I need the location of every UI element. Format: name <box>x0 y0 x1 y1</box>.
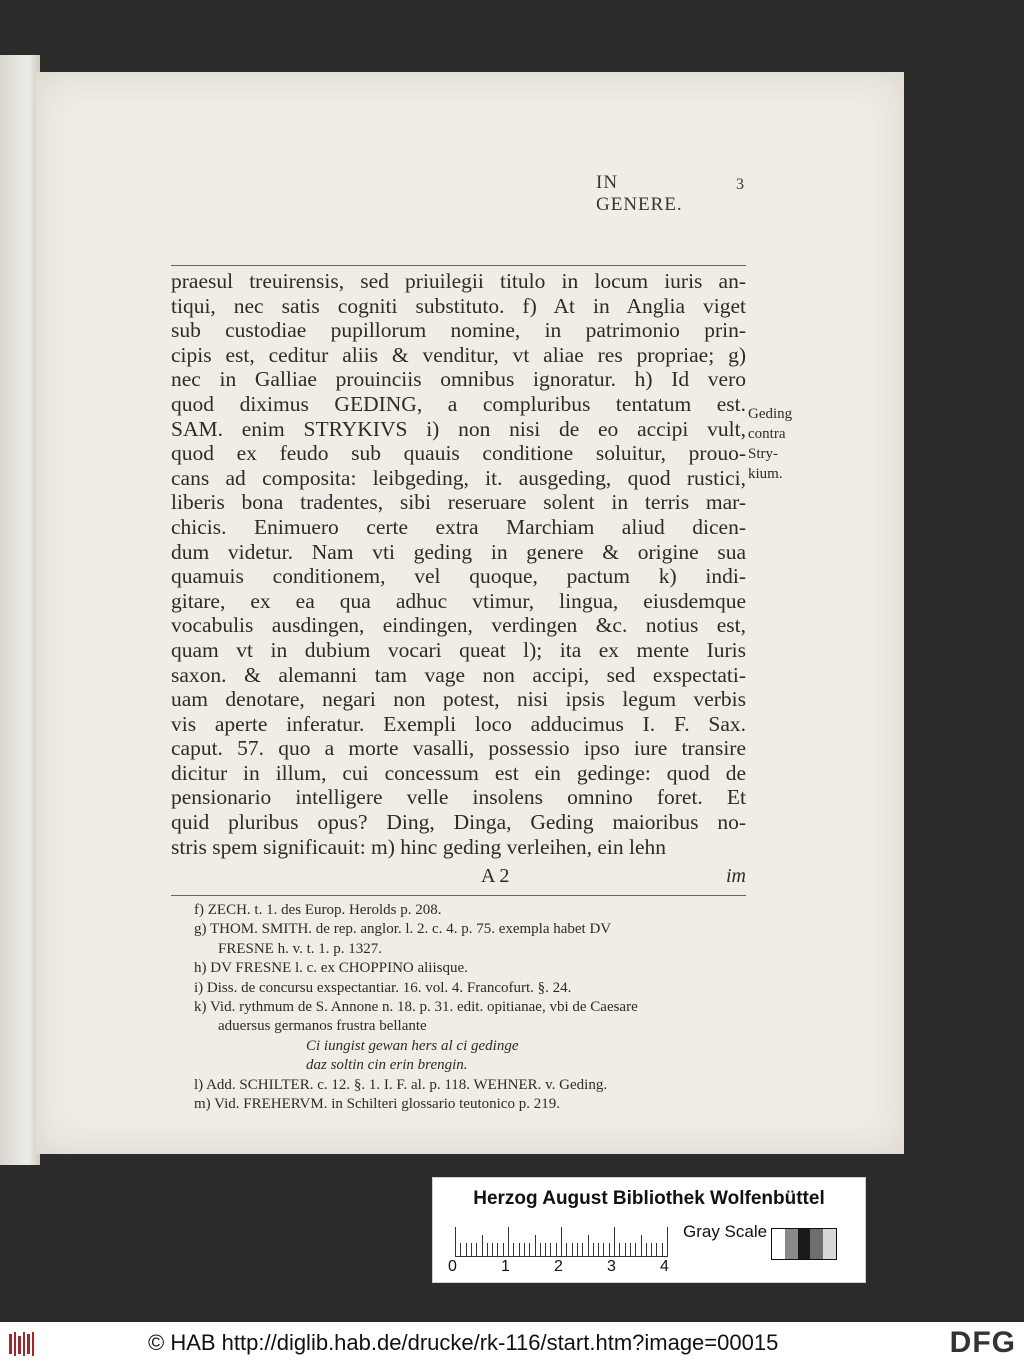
scale-tick <box>529 1243 530 1257</box>
catchword: im <box>726 865 746 887</box>
footnote-line: aduersus germanos frustra bellante <box>218 1018 427 1035</box>
scale-number: 3 <box>607 1258 616 1275</box>
footnote-rule <box>171 895 746 896</box>
body-line: tiqui, nec satis cogniti substituto. f) At in Anglia viget <box>171 293 746 318</box>
scale-tick <box>519 1243 520 1257</box>
scale-tick <box>656 1243 657 1257</box>
body-line: uam denotare, negari non potest, nisi ipsis legum verbis <box>171 687 746 712</box>
scale-tick <box>630 1243 631 1257</box>
scale-tick <box>598 1243 599 1257</box>
body-line: quod diximus GEDING, a compluribus tentatum est. <box>171 391 746 416</box>
scale-tick <box>566 1243 567 1257</box>
scale-tick <box>455 1227 456 1257</box>
scale-tick <box>641 1235 642 1257</box>
body-line: nec in Galliae prouinciis omnibus ignoratur. h) Id vero <box>171 367 746 392</box>
scale-tick <box>561 1227 562 1257</box>
body-line: saxon. & alemanni tam vage non accipi, sed exspectati- <box>171 662 746 687</box>
footnote-line: k) Vid. rythmum de S. Annone n. 18. p. 31. edit. opitianae, vbi de Caesare <box>194 999 638 1016</box>
scale-tick <box>609 1243 610 1257</box>
body-line: dum videtur. Nam vti geding in genere & origine sua <box>171 539 746 564</box>
margin-note-line: contra <box>748 426 786 442</box>
body-line: quamuis conditionem, vel quoque, pactum k) indi- <box>171 564 746 589</box>
scale-tick <box>535 1235 536 1257</box>
body-line: quid pluribus opus? Ding, Dinga, Geding maioribus no- <box>171 810 746 835</box>
scale-tick <box>476 1243 477 1257</box>
scale-tick <box>487 1243 488 1257</box>
scale-tick <box>482 1235 483 1257</box>
footnote-line: daz soltin cin erin brengin. <box>306 1057 468 1074</box>
body-line: quod ex feudo sub quauis conditione soluitur, prouo- <box>171 441 746 466</box>
scale-tick <box>466 1243 467 1257</box>
footnotes <box>194 901 754 1114</box>
body-line: chicis. Enimuero certe extra Marchiam aliud dicen- <box>171 514 746 539</box>
scale-tick <box>577 1243 578 1257</box>
margin-note <box>748 404 812 484</box>
gray-swatch-cell <box>772 1229 785 1259</box>
dfg-logo: DFG <box>949 1326 1016 1359</box>
footer-url[interactable]: © HAB http://diglib.hab.de/drucke/rk-116/start.htm?image=00015 <box>148 1330 779 1355</box>
running-head-text: IN GENERE. <box>596 172 683 215</box>
body-line: stris spem significauit: m) hinc geding verleihen, ein lehn <box>171 834 666 859</box>
scale-tick <box>662 1243 663 1257</box>
body-line: liberis bona tradentes, sibi reseruare solent in terris mar- <box>171 490 746 515</box>
scale-tick <box>635 1243 636 1257</box>
scale-baseline <box>455 1256 668 1257</box>
scale-numbers <box>448 1258 698 1278</box>
scale-tick <box>550 1243 551 1257</box>
body-line: pensionario intelligere velle insolens omnino foret. Et <box>171 785 746 810</box>
scale-tick <box>471 1243 472 1257</box>
footnote-line: g) THOM. SMITH. de rep. anglor. l. 2. c. 4. p. 75. exempla habet DV <box>194 921 612 938</box>
scale-tick <box>545 1243 546 1257</box>
gray-swatch-cell <box>785 1229 798 1259</box>
scale-tick <box>513 1243 514 1257</box>
scale-tick <box>651 1243 652 1257</box>
card-title: Herzog August Bibliothek Wolfenbüttel <box>473 1188 825 1209</box>
scale-tick <box>588 1235 589 1257</box>
body-line: cans ad composita: leibgeding, it. ausgeding, quod rustici, <box>171 465 746 490</box>
scale-tick <box>593 1243 594 1257</box>
scale-tick <box>572 1243 573 1257</box>
scale-bar <box>455 1223 681 1257</box>
body-text <box>171 269 746 859</box>
body-line: caput. 57. quo a morte vasalli, possessio ipso iure transire <box>171 736 746 761</box>
body-line: gitare, ex ea qua adhuc vtimur, lingua, eiusdemque <box>171 588 746 613</box>
scale-tick <box>540 1243 541 1257</box>
scale-number: 4 <box>660 1258 669 1275</box>
footnote-line: FRESNE h. v. t. 1. p. 1327. <box>218 940 383 957</box>
scale-number: 1 <box>501 1258 510 1275</box>
footnote-line: Ci iungist gewan hers al ci gedinge <box>306 1037 519 1054</box>
gray-swatch-cell <box>798 1229 811 1259</box>
margin-note-line: kium. <box>748 466 783 482</box>
book-page <box>36 72 904 1154</box>
facing-page-edge <box>0 55 40 1165</box>
scale-number: 2 <box>554 1258 563 1275</box>
head-rule <box>171 265 746 266</box>
scale-tick <box>508 1227 509 1257</box>
gray-swatch-cell <box>810 1229 823 1259</box>
body-line: cipis est, ceditur aliis & venditur, vt aliae res propriae; g) <box>171 342 746 367</box>
scale-tick <box>460 1243 461 1257</box>
scale-tick <box>619 1243 620 1257</box>
footnote-line: l) Add. SCHILTER. c. 12. §. 1. I. F. al. p. 118. WEHNER. v. Geding. <box>194 1076 608 1093</box>
body-line: vis aperte inferatur. Exempli loco adducimus I. F. Sax. <box>171 711 746 736</box>
body-line: dicitur in illum, cui concessum est ein gedinge: quod de <box>171 760 746 785</box>
scale-tick <box>646 1243 647 1257</box>
scale-tick <box>603 1243 604 1257</box>
body-line: SAM. enim STRYKIVS i) non nisi de eo accipi vult, <box>171 416 746 441</box>
body-line: quam vt in dubium vocari queat l); ita ex mente Iuris <box>171 637 746 662</box>
scale-tick <box>503 1243 504 1257</box>
scale-tick <box>625 1243 626 1257</box>
margin-note-line: Geding <box>748 406 793 422</box>
footnote-line: m) Vid. FREHERVM. in Schilteri glossario teutonico p. 219. <box>194 1096 560 1113</box>
scale-tick <box>497 1243 498 1257</box>
signature-mark: A 2 <box>481 865 510 887</box>
scale-tick <box>667 1227 668 1257</box>
scale-tick <box>524 1243 525 1257</box>
margin-note-line: Stry- <box>748 446 778 462</box>
hab-barcode-logo-icon <box>8 1330 38 1358</box>
scale-tick <box>614 1227 615 1257</box>
footnote-line: i) Diss. de concursu exspectantiar. 16. vol. 4. Francofurt. §. 24. <box>194 979 572 996</box>
page-number: 3 <box>736 176 744 193</box>
body-line: praesul treuirensis, sed priuilegii titulo in locum iuris an- <box>171 269 746 293</box>
scale-number: 0 <box>448 1258 457 1275</box>
footnote-line: f) ZECH. t. 1. des Europ. Herolds p. 208. <box>194 902 442 918</box>
footnote-line: h) DV FRESNE l. c. ex CHOPPINO aliisque. <box>194 960 468 977</box>
gray-scale-label: Gray Scale <box>683 1222 768 1241</box>
body-line: vocabulis ausdingen, eindingen, verdingen &c. notius est, <box>171 613 746 638</box>
body-line: sub custodiae pupillorum nomine, in patrimonio prin- <box>171 318 746 343</box>
gray-swatch-cell <box>823 1229 836 1259</box>
color-card <box>432 1177 866 1283</box>
scale-tick <box>492 1243 493 1257</box>
scale-tick <box>556 1243 557 1257</box>
scale-tick <box>582 1243 583 1257</box>
gray-scale-swatch <box>771 1228 837 1260</box>
footer-bar <box>0 1322 1024 1366</box>
